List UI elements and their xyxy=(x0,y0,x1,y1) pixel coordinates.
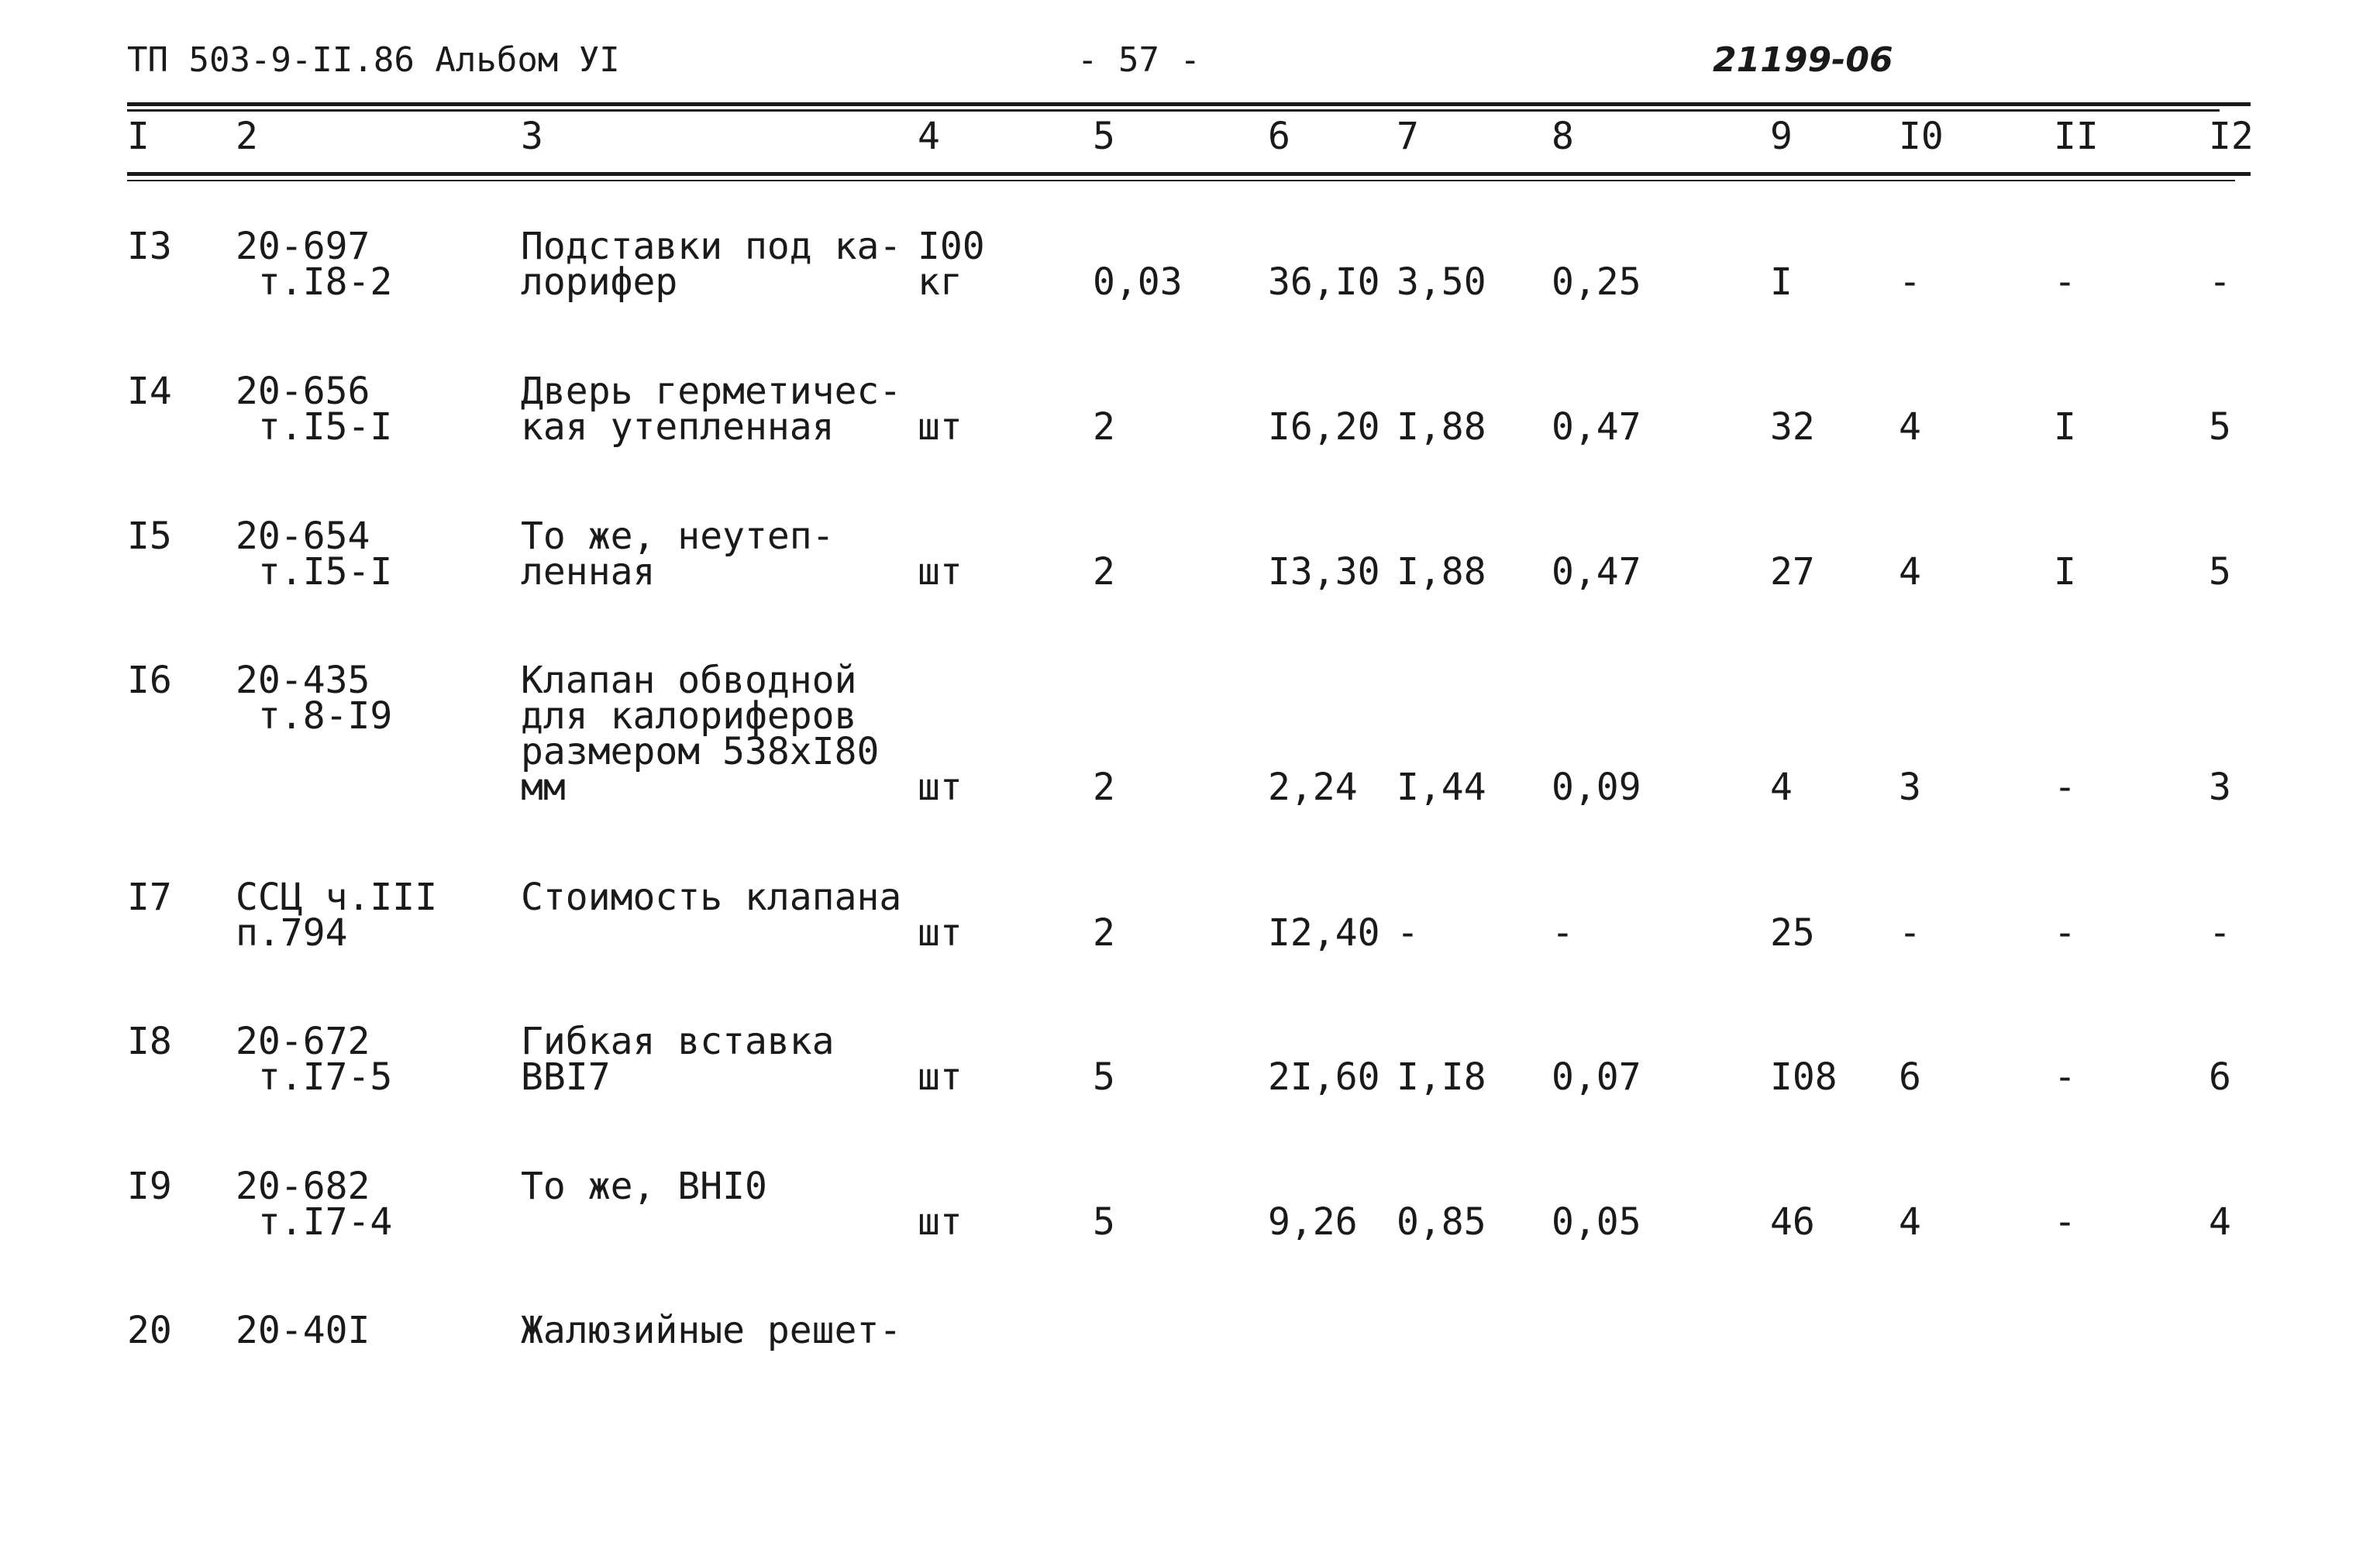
col-11-value: - xyxy=(2054,1200,2076,1244)
table-top-rule xyxy=(127,102,2251,106)
col-6-value: I3,30 xyxy=(1268,550,1380,594)
col-8-value: 0,05 xyxy=(1552,1200,1641,1244)
item-name: Клапан обводной для калориферов размером 538хI80 мм xyxy=(521,659,880,809)
col-7-value: - xyxy=(1397,911,1419,955)
col-6-value: 36,I0 xyxy=(1268,260,1380,304)
column-header-5: 5 xyxy=(1093,115,1115,158)
col-7-value: I,88 xyxy=(1397,405,1486,449)
col-8-value: - xyxy=(1552,911,1574,955)
col-8-value: 0,47 xyxy=(1552,550,1641,594)
item-name: То же, ВНI0 xyxy=(521,1165,767,1208)
col-11-value: - xyxy=(2054,1055,2076,1099)
row-number: 20 xyxy=(127,1309,172,1352)
column-header-4: 4 xyxy=(918,115,940,158)
item-name: Жалюзийные решет- xyxy=(521,1309,902,1352)
col-6-value: 2,24 xyxy=(1268,766,1358,809)
col-12-value: 5 xyxy=(2209,550,2231,594)
item-name: Дверь герметичес- кая утепленная xyxy=(521,370,902,449)
item-name: То же, неутеп- ленная xyxy=(521,515,835,594)
norm-code: 20-654 т.I5-I xyxy=(236,515,393,594)
column-header-3: 3 xyxy=(521,115,543,158)
quantity: 5 xyxy=(1093,1200,1115,1244)
unit: шт xyxy=(918,1055,963,1099)
col-7-value: I,88 xyxy=(1397,550,1486,594)
quantity: 5 xyxy=(1093,1055,1115,1099)
col-9-value: 27 xyxy=(1770,550,1815,594)
column-header-12: I2 xyxy=(2209,115,2254,158)
col-12-value: - xyxy=(2209,911,2231,955)
row-number: I4 xyxy=(127,370,172,413)
column-header-6: 6 xyxy=(1268,115,1290,158)
row-number: I7 xyxy=(127,876,172,919)
col-9-value: 46 xyxy=(1770,1200,1815,1244)
col-9-value: 25 xyxy=(1770,911,1815,955)
col-11-value: I xyxy=(2054,405,2076,449)
column-header-7: 7 xyxy=(1397,115,1419,158)
column-header-1: I xyxy=(127,115,150,158)
col-12-value: 5 xyxy=(2209,405,2231,449)
col-7-value: I,I8 xyxy=(1397,1055,1486,1099)
row-number: I9 xyxy=(127,1165,172,1208)
norm-code: 20-672 т.I7-5 xyxy=(236,1020,393,1099)
row-number: I6 xyxy=(127,659,172,702)
col-12-value: 3 xyxy=(2209,766,2231,809)
item-name: Стоимость клапана xyxy=(521,876,902,919)
col-9-value: 32 xyxy=(1770,405,1815,449)
col-6-value: 9,26 xyxy=(1268,1200,1358,1244)
col-8-value: 0,47 xyxy=(1552,405,1641,449)
col-7-value: 0,85 xyxy=(1397,1200,1486,1244)
album-reference: ТП 503-9-II.86 Альбом УI xyxy=(127,40,620,80)
unit: I00 кг xyxy=(918,225,985,304)
col-11-value: - xyxy=(2054,766,2076,809)
column-header-9: 9 xyxy=(1770,115,1793,158)
col-7-value: 3,50 xyxy=(1397,260,1486,304)
col-7-value: I,44 xyxy=(1397,766,1486,809)
norm-code: 20-40I xyxy=(236,1309,370,1352)
column-header-2: 2 xyxy=(236,115,258,158)
unit: шт xyxy=(918,1200,963,1244)
col-6-value: I2,40 xyxy=(1268,911,1380,955)
item-name: Подставки под ка- лорифер xyxy=(521,225,902,304)
norm-code: 20-656 т.I5-I xyxy=(236,370,393,449)
row-number: I5 xyxy=(127,515,172,558)
column-header-11: II xyxy=(2054,115,2099,158)
col-10-value: 4 xyxy=(1899,405,1921,449)
page-number: - 57 - xyxy=(1077,40,1200,80)
item-name: Гибкая вставка ВВI7 xyxy=(521,1020,835,1099)
norm-code: 20-435 т.8-I9 xyxy=(236,659,393,738)
col-9-value: I08 xyxy=(1770,1055,1838,1099)
col-10-value: 6 xyxy=(1899,1055,1921,1099)
column-header-8: 8 xyxy=(1552,115,1574,158)
norm-code: 20-697 т.I8-2 xyxy=(236,225,393,304)
unit: шт xyxy=(918,766,963,809)
unit: шт xyxy=(918,550,963,594)
col-11-value: I xyxy=(2054,550,2076,594)
unit: шт xyxy=(918,405,963,449)
col-6-value: I6,20 xyxy=(1268,405,1380,449)
row-number: I3 xyxy=(127,225,172,268)
col-10-value: 4 xyxy=(1899,1200,1921,1244)
header-bottom-rule xyxy=(127,172,2251,176)
norm-code: 20-682 т.I7-4 xyxy=(236,1165,393,1244)
norm-code: ССЦ ч.III п.794 xyxy=(236,876,438,955)
col-12-value: 4 xyxy=(2209,1200,2231,1244)
col-10-value: 4 xyxy=(1899,550,1921,594)
header-bottom-rule-inner xyxy=(127,180,2235,181)
table-top-rule-inner xyxy=(127,109,2220,112)
col-11-value: - xyxy=(2054,260,2076,304)
col-12-value: - xyxy=(2209,260,2231,304)
quantity: 2 xyxy=(1093,405,1115,449)
document-number: 21199-06 xyxy=(1713,40,1893,80)
col-9-value: 4 xyxy=(1770,766,1793,809)
quantity: 2 xyxy=(1093,766,1115,809)
column-header-10: I0 xyxy=(1899,115,1944,158)
col-8-value: 0,09 xyxy=(1552,766,1641,809)
quantity: 2 xyxy=(1093,911,1115,955)
quantity: 0,03 xyxy=(1093,260,1183,304)
quantity: 2 xyxy=(1093,550,1115,594)
col-9-value: I xyxy=(1770,260,1793,304)
col-10-value: 3 xyxy=(1899,766,1921,809)
col-11-value: - xyxy=(2054,911,2076,955)
col-8-value: 0,25 xyxy=(1552,260,1641,304)
col-6-value: 2I,60 xyxy=(1268,1055,1380,1099)
col-12-value: 6 xyxy=(2209,1055,2231,1099)
row-number: I8 xyxy=(127,1020,172,1063)
col-10-value: - xyxy=(1899,911,1921,955)
col-8-value: 0,07 xyxy=(1552,1055,1641,1099)
unit: шт xyxy=(918,911,963,955)
col-10-value: - xyxy=(1899,260,1921,304)
